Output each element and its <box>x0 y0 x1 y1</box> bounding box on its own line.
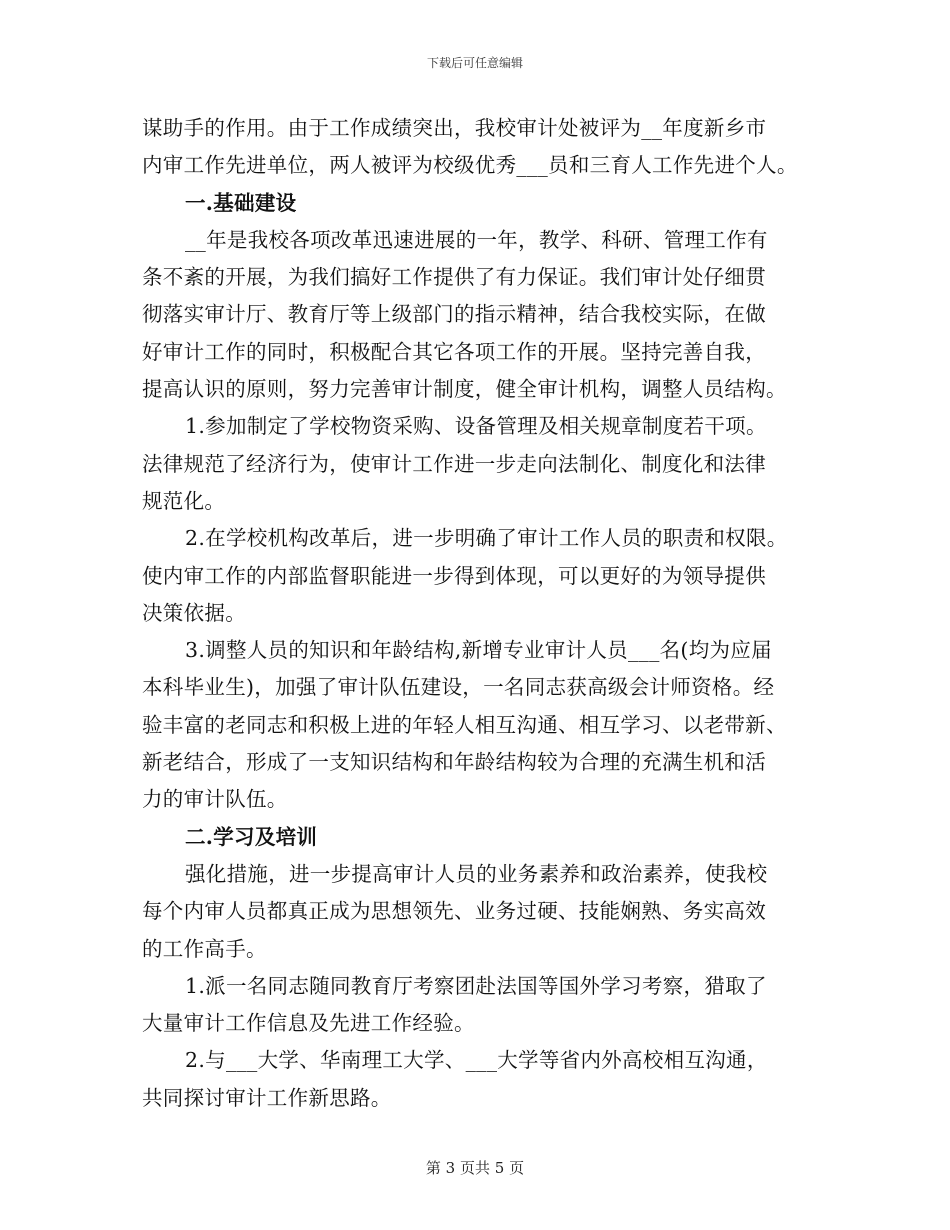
text-line: 2.与___大学、华南理工大学、___大学等省内外高校相互沟通， <box>185 1048 768 1073</box>
text-line: 本科毕业生)，加强了审计队伍建设，一名同志获高级会计师资格。经 <box>142 675 775 700</box>
text-line: __年是我校各项改革迅速进展的一年，教学、科研、管理工作有 <box>185 227 768 252</box>
text-line: 好审计工作的同时，积极配合其它各项工作的开展。坚持完善自我， <box>142 339 766 364</box>
section-heading: 二.学习及培训 <box>185 824 318 849</box>
text-line: 的工作高手。 <box>142 936 267 961</box>
text-line: 彻落实审计厅、教育厅等上级部门的指示精神，结合我校实际，在做 <box>142 302 766 327</box>
text-line: 每个内审人员都真正成为思想领先、业务过硬、技能娴熟、务实高效 <box>142 899 766 924</box>
text-line: 条不紊的开展，为我们搞好工作提供了有力保证。我们审计处仔细贯 <box>142 265 766 290</box>
text-line: 提高认识的原则，努力完善审计制度，健全审计机构，调整人员结构。 <box>142 377 787 402</box>
text-line: 规范化。 <box>142 488 226 513</box>
page-footer: 第 3 页共 5 页 <box>425 1159 525 1177</box>
text-line: 谋助手的作用。由于工作成绩突出，我校审计处被评为__年度新乡市 <box>142 116 767 140</box>
text-line: 使内审工作的内部监督职能进一步得到体现，可以更好的为领导提供 <box>142 563 766 588</box>
text-line: 法律规范了经济行为，使审计工作进一步走向法制化、制度化和法律 <box>142 451 766 476</box>
text-line: 共同探讨审计工作新思路。 <box>142 1085 392 1110</box>
document-body <box>142 110 822 1117</box>
text-line: 验丰富的老同志和积极上进的年轻人相互沟通、相互学习、以老带新、 <box>142 712 787 737</box>
text-line: 强化措施，进一步提高审计人员的业务素养和政治素养，使我校 <box>185 861 768 886</box>
text-line: 新老结合，形成了一支知识结构和年龄结构较为合理的充满生机和活 <box>142 750 766 775</box>
section-heading: 一.基础建设 <box>185 190 297 215</box>
text-line: 内审工作先进单位，两人被评为校级优秀___员和三育人工作先进个人。 <box>142 153 798 178</box>
text-line: 力的审计队伍。 <box>142 787 288 812</box>
text-line: 3.调整人员的知识和年龄结构,新增专业审计人员___名(均为应届 <box>185 638 772 663</box>
text-line: 1.参加制定了学校物资采购、设备管理及相关规章制度若干项。 <box>185 414 767 439</box>
text-line: 2.在学校机构改革后，进一步明确了审计工作人员的职责和权限。 <box>185 526 788 551</box>
text-line: 决策依据。 <box>142 600 246 625</box>
text-line: 1.派一名同志随同教育厅考察团赴法国等国外学习考察，猎取了 <box>185 973 767 998</box>
text-line: 大量审计工作信息及先进工作经验。 <box>142 1011 475 1036</box>
page-header: 下载后可任意编辑 <box>426 56 523 70</box>
